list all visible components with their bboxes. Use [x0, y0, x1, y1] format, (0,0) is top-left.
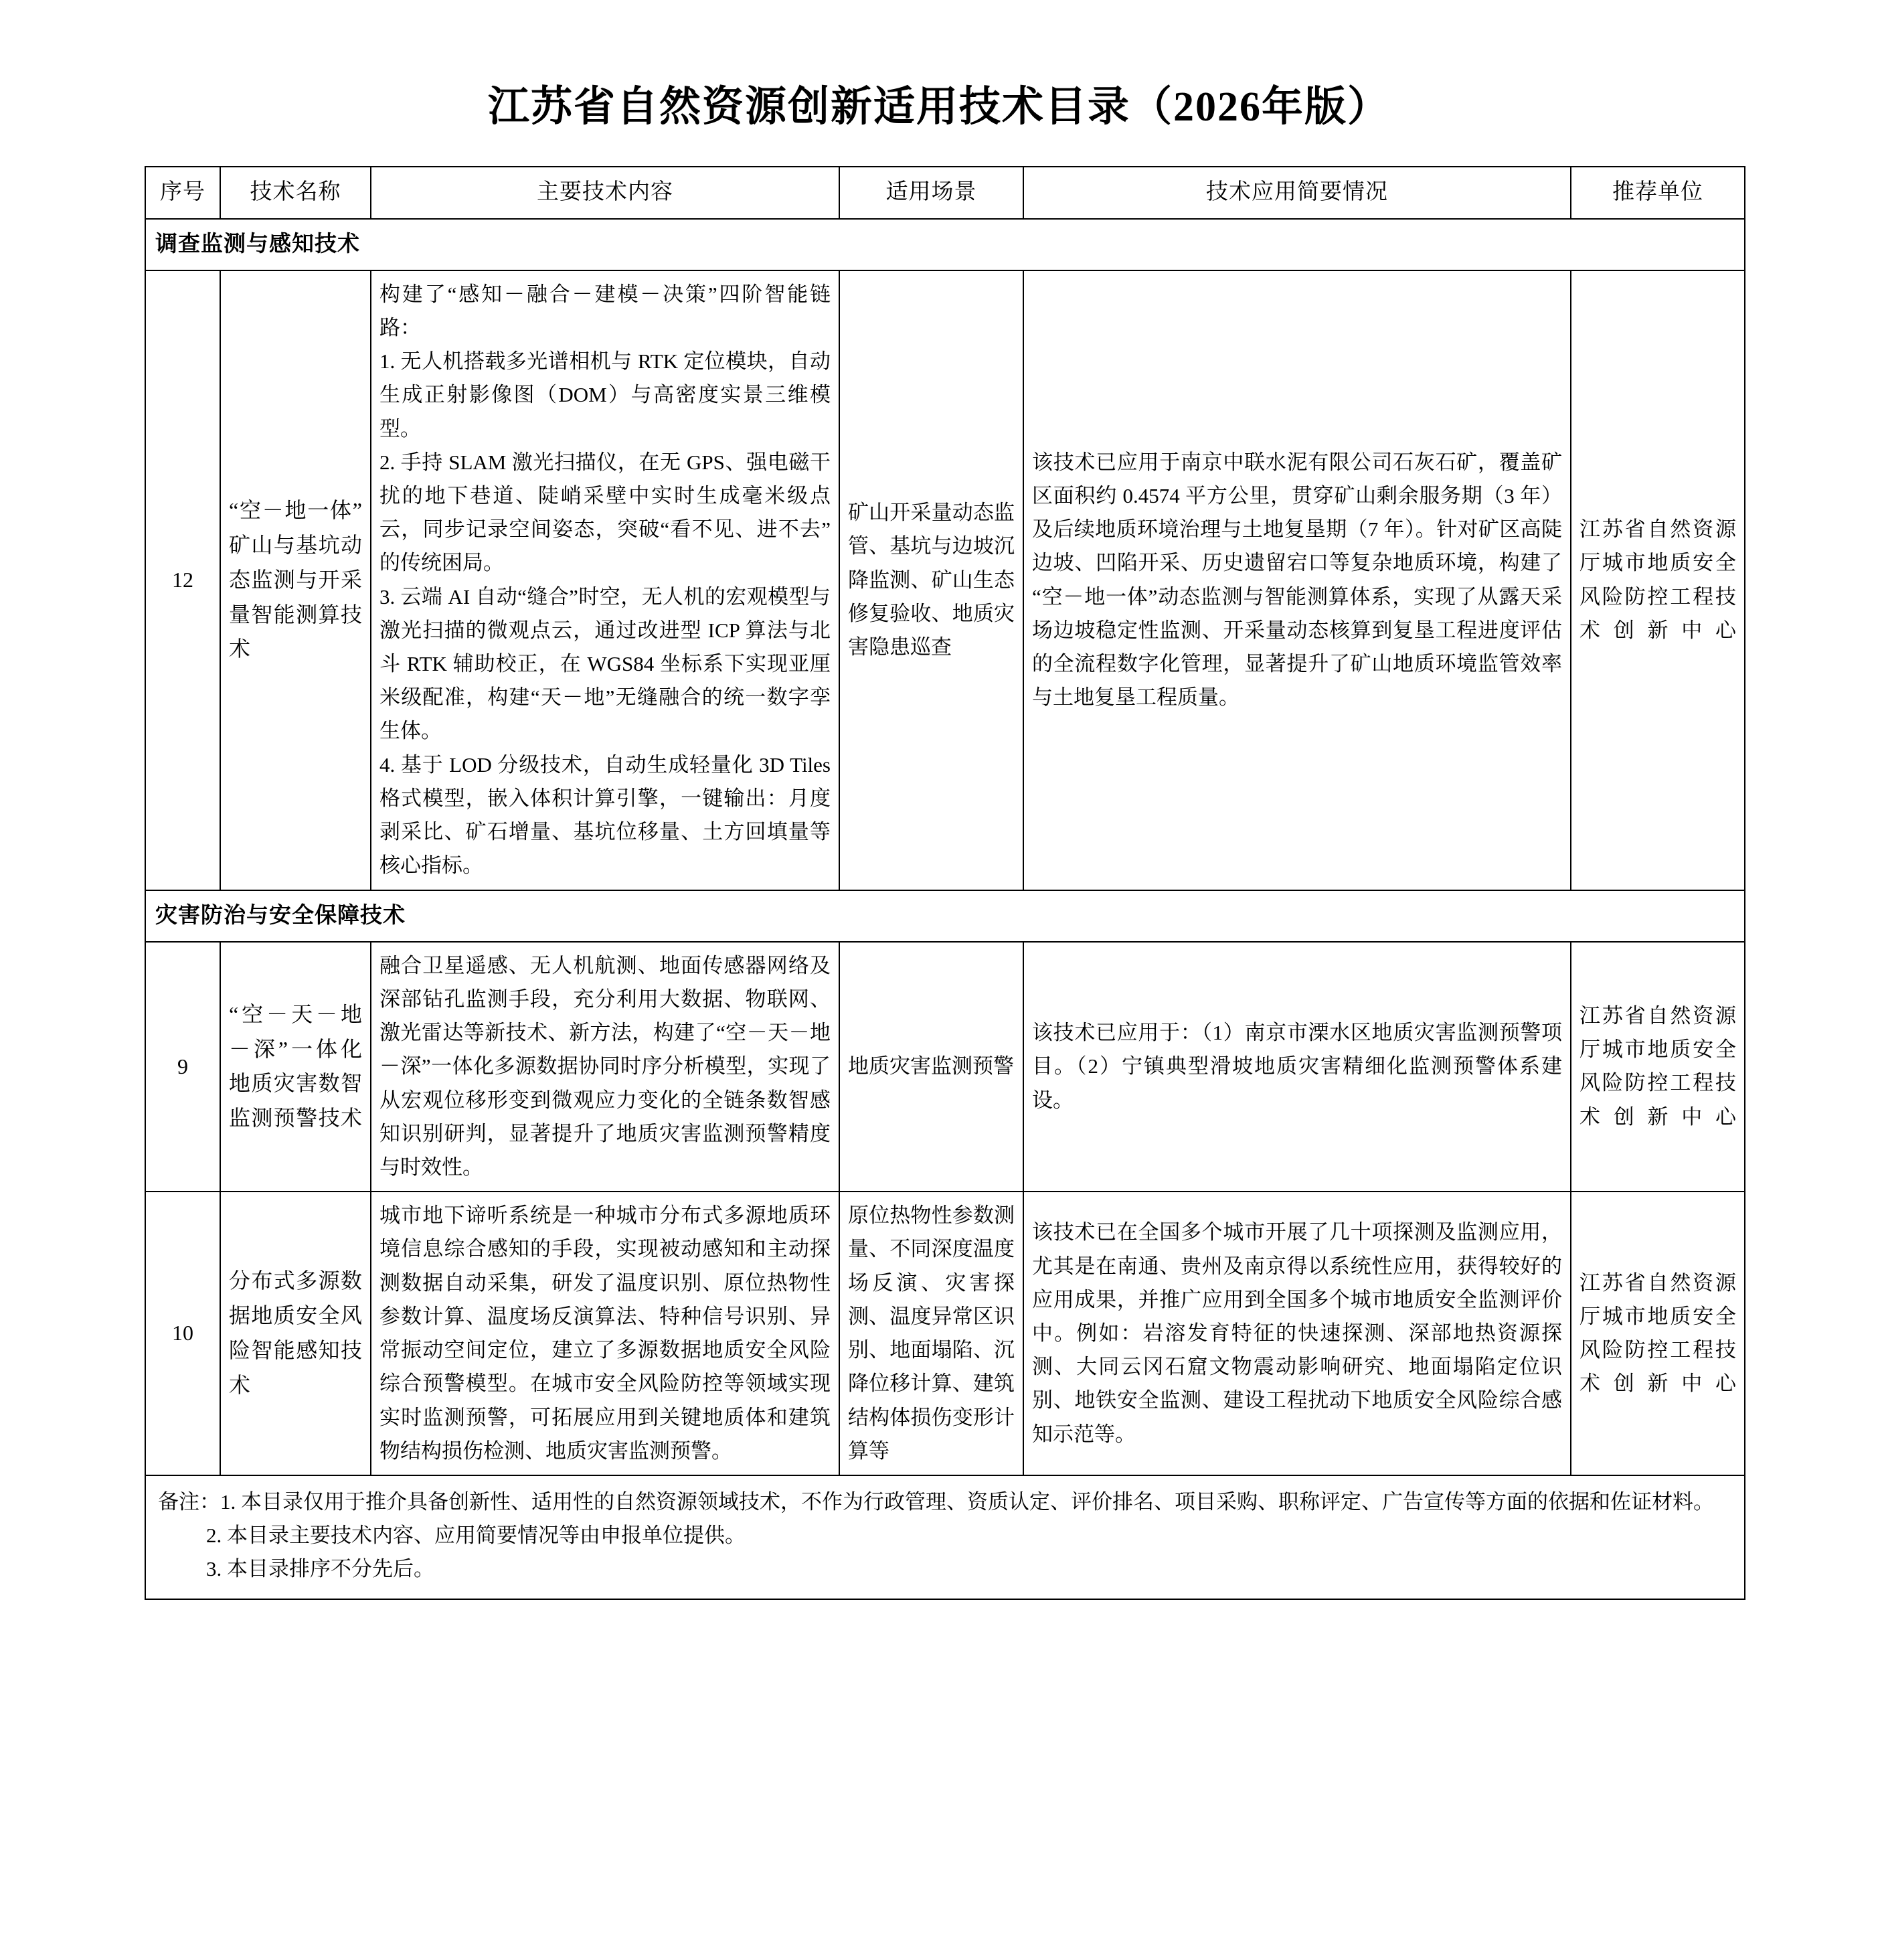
technology-name: 分布式多源数据地质安全风险智能感知技术 [220, 1192, 371, 1475]
applicable-scenario: 矿山开采量动态监管、基坑与边坡沉降监测、矿山生态修复验收、地质灾害隐患巡查 [839, 270, 1023, 890]
section-header-row [145, 890, 1745, 942]
content-paragraph: 城市地下谛听系统是一种城市分布式多源地质环境信息综合感知的手段，实现被动感知和主动探测数据自动采集，研发了温度识别、原位热物性参数计算、温度场反演算法、特种信号识别、异常振动空间定位，建立了多源数据地质安全风险综合预警模型。在城市安全风险防控等领域实现实时监测预警，可拓展应用到关键地质体和建筑物结构损伤检测、地质灾害监测预警。 [379, 1204, 831, 1463]
notes-prefix: 备注： [158, 1490, 220, 1514]
application-summary: 该技术已应用于南京中联水泥有限公司石灰石矿，覆盖矿区面积约 0.4574 平方公里，贯穿矿山剩余服务期（3 年）及后续地质环境治理与土地复垦期（7 年）。针对矿区高陡边坡、凹陷开采、历史遗留宕口等复杂地质环境，构建了“空－地一体”动态监测与智能测算体系，实现了从露天采场边坡稳定性监测、开采量动态核算到复垦工程进度评估的全流程数字化管理，显著提升了矿山地质环境监管效率与土地复垦工程质量。 [1023, 270, 1571, 890]
header-scene: 适用场景 [839, 167, 1023, 219]
row-number: 12 [145, 270, 220, 890]
applicable-scenario: 原位热物性参数测量、不同深度温度场反演、灾害探测、温度异常区识别、地面塌陷、沉降位移计算、建筑结构体损伤变形计算等 [839, 1192, 1023, 1475]
header-no: 序号 [145, 167, 220, 219]
technology-catalog-table [145, 166, 1745, 1600]
section-header-row [145, 219, 1745, 270]
recommending-unit: 江苏省自然资源厅城市地质安全风险防控工程技术创新中心 [1571, 1192, 1745, 1475]
content-paragraph: 1. 无人机搭载多光谱相机与 RTK 定位模块，自动生成正射影像图（DOM）与高密度实景三维模型。 [379, 349, 831, 440]
notes-row [145, 1475, 1745, 1599]
notes-item-1: 1. 本目录仅用于推介具备创新性、适用性的自然资源领域技术，不作为行政管理、资质认定、评价排名、项目采购、职称评定、广告宣传等方面的依据和佐证材料。 [220, 1490, 1714, 1514]
applicable-scenario: 地质灾害监测预警 [839, 942, 1023, 1192]
table-row [145, 1192, 1745, 1475]
technology-content [371, 270, 839, 890]
header-content: 主要技术内容 [371, 167, 839, 219]
technology-content [371, 942, 839, 1192]
row-number: 10 [145, 1192, 220, 1475]
notes-first-line [158, 1485, 1732, 1519]
application-summary: 该技术已在全国多个城市开展了几十项探测及监测应用，尤其是在南通、贵州及南京得以系统性应用，获得较好的应用成果，并推广应用到全国多个城市地质安全监测评价中。例如：岩溶发育特征的快速探测、深部地热资源探测、大同云冈石窟文物震动影响研究、地面塌陷定位识别、地铁安全监测、建设工程扰动下地质安全风险综合感知示范等。 [1023, 1192, 1571, 1475]
section-label-survey: 调查监测与感知技术 [145, 219, 1745, 270]
page-title: 江苏省自然资源创新适用技术目录（2026年版） [487, 84, 1390, 130]
section-label-disaster: 灾害防治与安全保障技术 [145, 890, 1745, 942]
catalog-table-wrapper [145, 166, 1744, 1600]
table-header [145, 167, 1745, 219]
notes-cell [145, 1475, 1745, 1599]
technology-content [371, 1192, 839, 1475]
table-row [145, 270, 1745, 890]
content-paragraphs [379, 278, 831, 883]
content-paragraph: 融合卫星遥感、无人机航测、地面传感器网络及深部钻孔监测手段，充分利用大数据、物联网、激光雷达等新技术、新方法，构建了“空－天－地－深”一体化多源数据协同时序分析模型，实现了从宏观位移形变到微观应力变化的全链条数智感知识别研判，显著提升了地质灾害监测预警精度与时效性。 [379, 953, 831, 1179]
header-name: 技术名称 [220, 167, 371, 219]
row-number: 9 [145, 942, 220, 1192]
recommending-unit: 江苏省自然资源厅城市地质安全风险防控工程技术创新中心 [1571, 942, 1745, 1192]
header-row [145, 167, 1745, 219]
content-paragraph: 4. 基于 LOD 分级技术，自动生成轻量化 3D Tiles 格式模型，嵌入体积计算引擎，一键输出：月度剥采比、矿石增量、基坑位移量、土方回填量等核心指标。 [379, 752, 831, 878]
content-paragraph: 2. 手持 SLAM 激光扫描仪，在无 GPS、强电磁干扰的地下巷道、陡峭采壁中实时生成毫米级点云，同步记录空间姿态，突破“看不见、进不去”的传统困局。 [379, 450, 831, 575]
table-row [145, 942, 1745, 1192]
recommending-unit: 江苏省自然资源厅城市地质安全风险防控工程技术创新中心 [1571, 270, 1745, 890]
content-paragraph: 构建了“感知－融合－建模－决策”四阶智能链路： [379, 282, 831, 339]
technology-name: “空－地一体”矿山与基坑动态监测与开采量智能测算技术 [220, 270, 371, 890]
header-unit: 推荐单位 [1571, 167, 1745, 219]
notes-item-3: 3. 本目录排序不分先后。 [206, 1557, 434, 1581]
table-body [145, 219, 1745, 1599]
notes-item-2: 2. 本目录主要技术内容、应用简要情况等由申报单位提供。 [206, 1524, 746, 1548]
technology-name: “空－天－地－深”一体化地质灾害数智监测预警技术 [220, 942, 371, 1192]
content-paragraphs [379, 949, 831, 1185]
application-summary: 该技术已应用于：（1）南京市溧水区地质灾害监测预警项目。（2）宁镇典型滑坡地质灾害精细化监测预警体系建设。 [1023, 942, 1571, 1192]
header-apply: 技术应用简要情况 [1023, 167, 1571, 219]
content-paragraph: 3. 云端 AI 自动“缝合”时空，无人机的宏观模型与激光扫描的微观点云，通过改进型 ICP 算法与北斗 RTK 辅助校正，在 WGS84 坐标系下实现亚厘米级配准，构建“天－地”无缝融合的统一数字孪生体。 [379, 584, 831, 743]
content-paragraphs [379, 1199, 831, 1468]
